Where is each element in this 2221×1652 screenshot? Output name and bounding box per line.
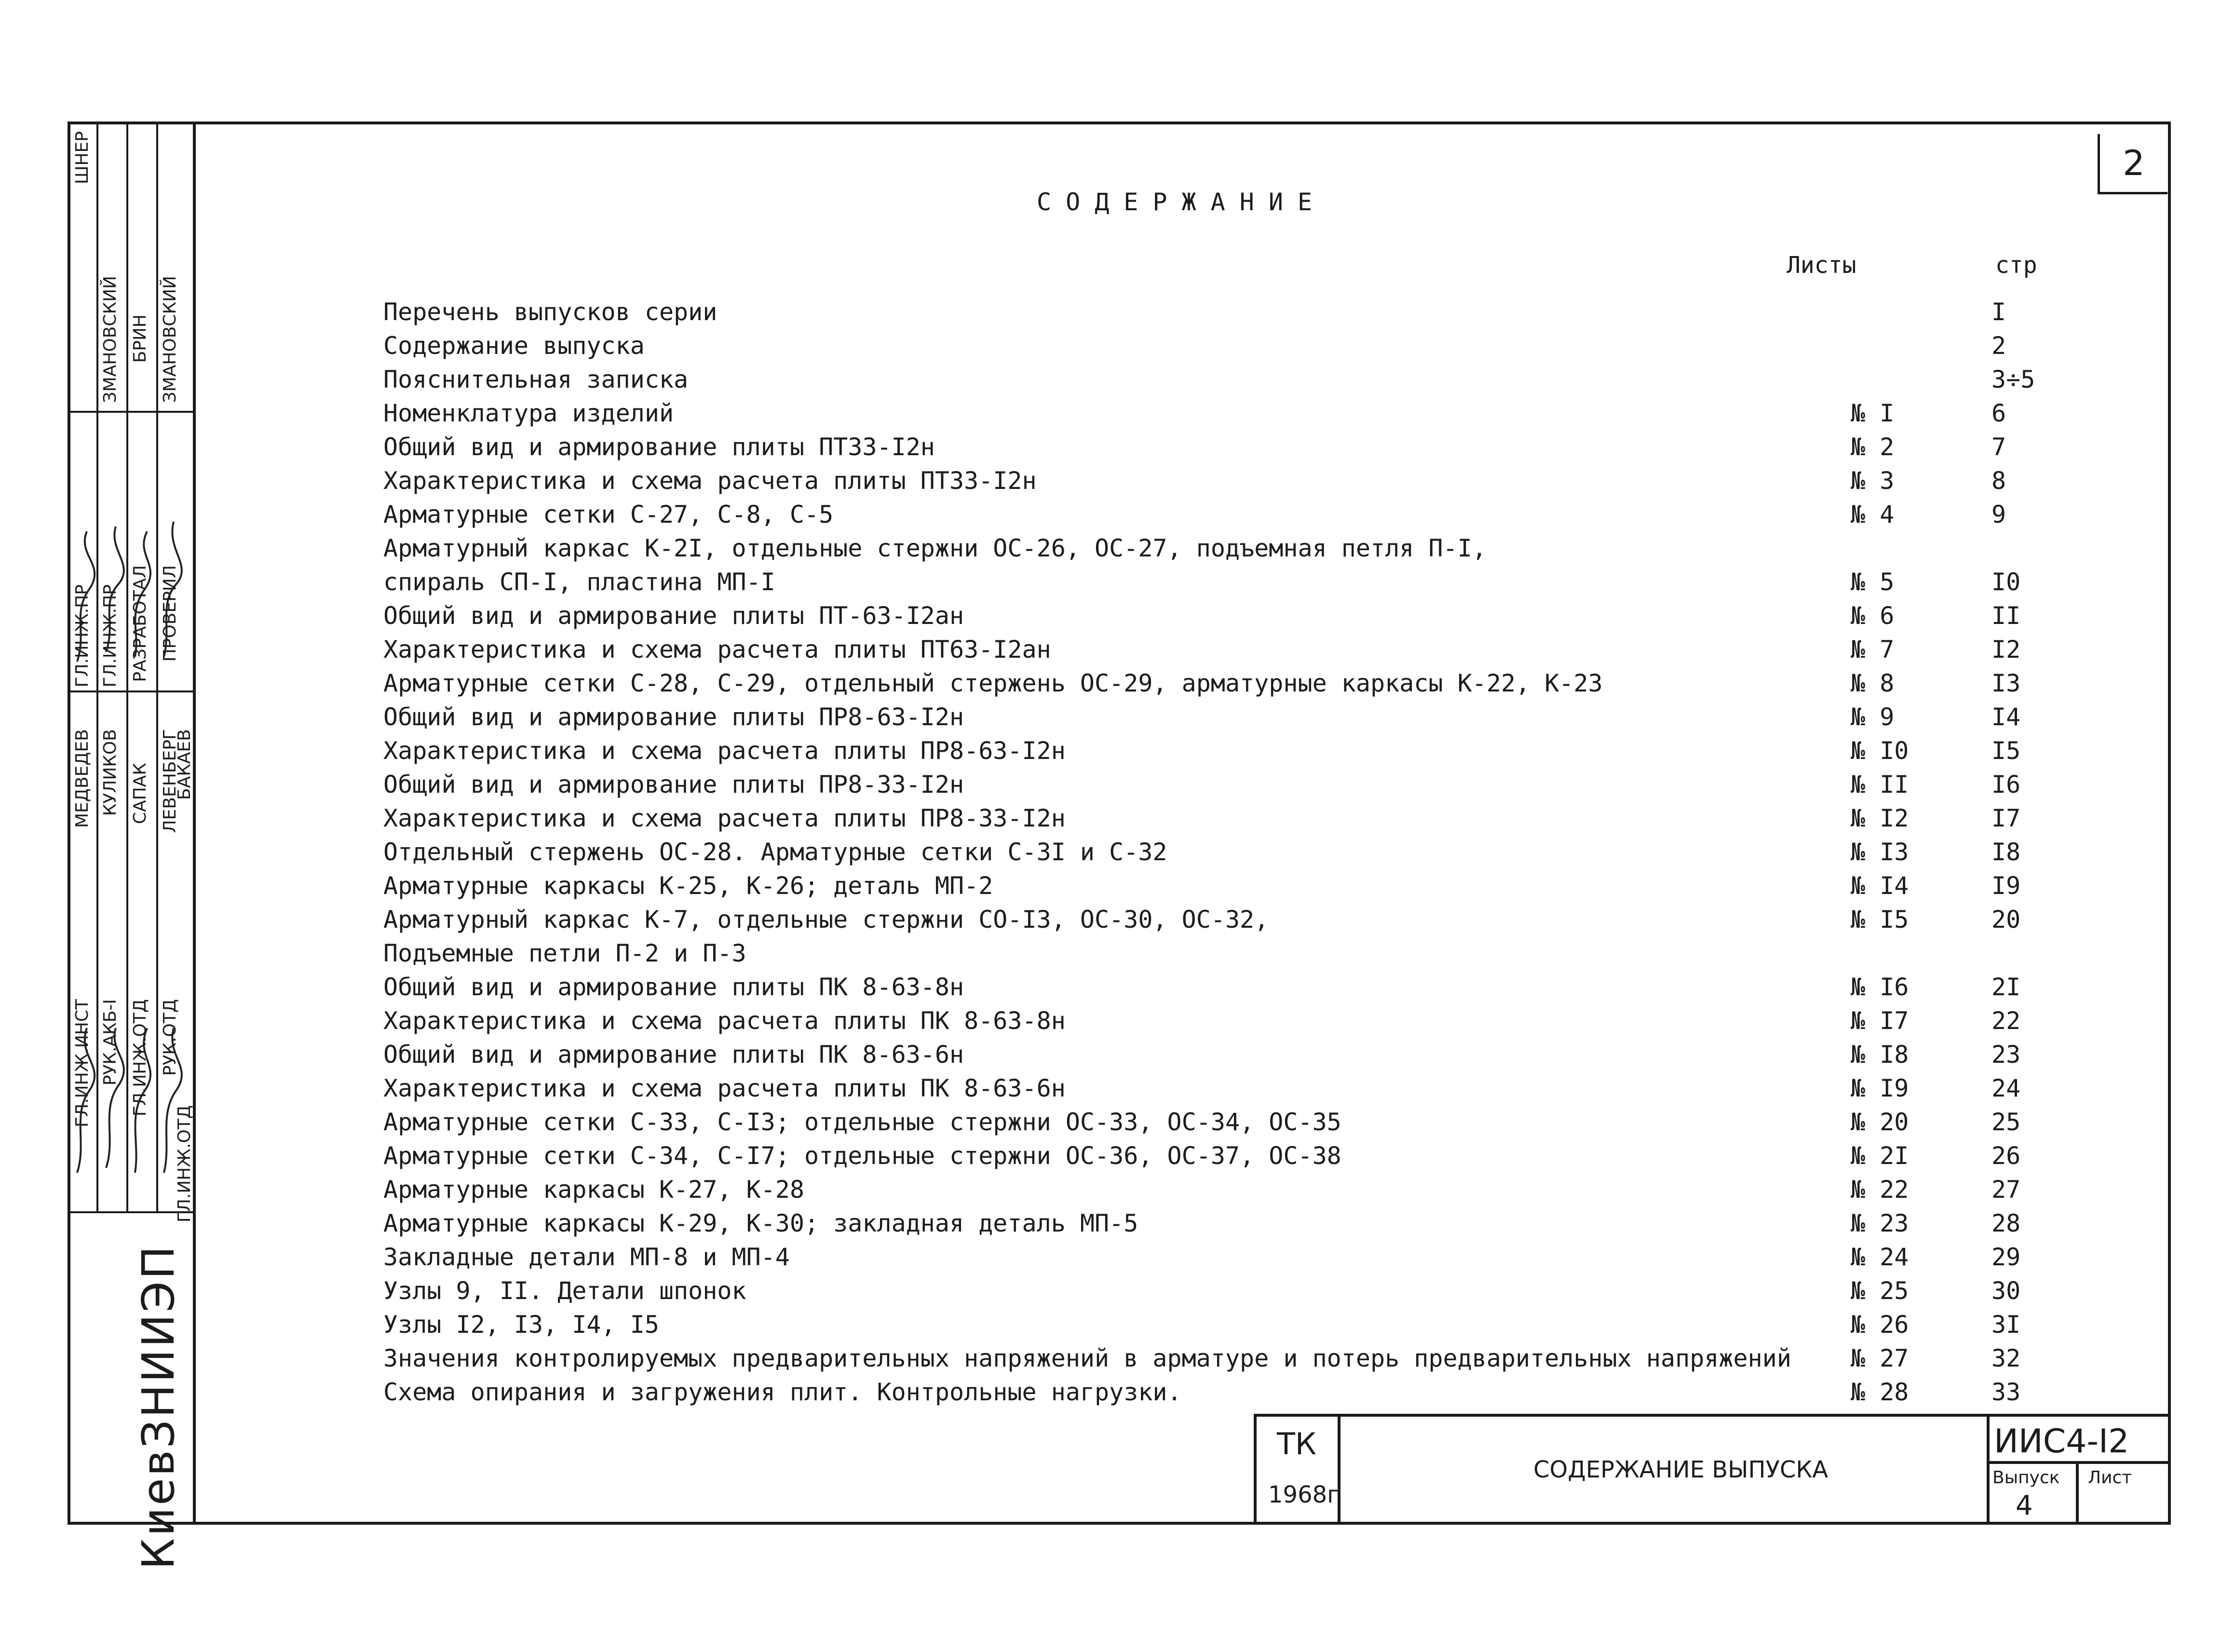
- entry-title: Характеристика и схема расчета плиты ПР8-33-I2н: [383, 804, 1066, 832]
- entry-page: I4: [1991, 703, 2021, 731]
- entry-sheet: № I8: [1851, 1041, 1909, 1069]
- list-item: [0, 1344, 2221, 1378]
- stamp-role: РУК.ОТД: [160, 999, 180, 1076]
- list-item: [0, 636, 2221, 669]
- entry-title: Содержание выпуска: [383, 332, 645, 360]
- stamp-name: ЛЕВЕНБЕРГ: [160, 729, 180, 833]
- stamp-role: ГЛ.ИНЖ.ОТД: [175, 1105, 194, 1223]
- list-item: [0, 669, 2221, 703]
- entry-title: Арматурные каркасы К-27, К-28: [383, 1176, 804, 1204]
- title-block-issue-value: 4: [2016, 1490, 2033, 1521]
- entry-page: 3÷5: [1991, 366, 2035, 393]
- entry-page: 28: [1991, 1209, 2021, 1237]
- list-item: [0, 1243, 2221, 1277]
- list-item: [0, 467, 2221, 501]
- entry-title: Арматурный каркас К-2I, отдельные стержни ОС-26, ОС-27, подъемная петля П-I,: [383, 534, 1487, 562]
- entry-sheet: № I9: [1851, 1074, 1909, 1102]
- list-item: [0, 1277, 2221, 1311]
- entry-sheet: № 2I: [1851, 1142, 1909, 1170]
- stamp-name: БАКАЕВ: [175, 729, 194, 800]
- entry-title: Арматурные каркасы К-25, К-26; деталь МП-2: [383, 872, 993, 900]
- title-block-year: 1968г: [1268, 1481, 1340, 1508]
- entry-page: I6: [1991, 771, 2021, 799]
- entry-title: Арматурный каркас К-7, отдельные стержни СО-I3, ОС-30, ОС-32,: [383, 906, 1269, 934]
- entry-page: 25: [1991, 1108, 2021, 1136]
- entry-page: 2: [1991, 332, 2006, 360]
- list-item: [0, 703, 2221, 737]
- entry-sheet: № 24: [1851, 1243, 1909, 1271]
- list-item: [0, 332, 2221, 366]
- list-item: [0, 534, 2221, 568]
- stamp-role: ПРОВЕРИЛ: [160, 565, 180, 662]
- entry-title: Арматурные сетки С-34, С-I7; отдельные стержни ОС-36, ОС-37, ОС-38: [383, 1142, 1341, 1170]
- list-item: [0, 433, 2221, 467]
- entry-title: Отдельный стержень ОС-28. Арматурные сетки С-3I и С-32: [383, 838, 1167, 866]
- entry-sheet: № 23: [1851, 1209, 1909, 1237]
- entry-title: Закладные детали МП-8 и МП-4: [383, 1243, 790, 1271]
- list-item: [0, 366, 2221, 399]
- entry-title: Характеристика и схема расчета плиты ПТЗЗ-I2н: [383, 467, 1037, 495]
- entry-title: Узлы I2, I3, I4, I5: [383, 1311, 659, 1339]
- entry-sheet: № I0: [1851, 737, 1909, 765]
- entry-title: Номенклатура изделий: [383, 399, 674, 427]
- entry-sheet: № 20: [1851, 1108, 1909, 1136]
- entry-title: Характеристика и схема расчета плиты ПК 8-63-6н: [383, 1074, 1066, 1102]
- entry-page: I2: [1991, 636, 2021, 664]
- entry-title: Общий вид и армирование плиты ПР8-63-I2н: [383, 703, 964, 731]
- title-block-sheet-label: Лист: [2088, 1468, 2132, 1488]
- entry-page: I5: [1991, 737, 2021, 765]
- entry-page: I3: [1991, 669, 2021, 697]
- list-item: [0, 838, 2221, 872]
- entry-page: 2I: [1991, 973, 2021, 1001]
- stamp-name: ШНЕР: [72, 131, 92, 185]
- entry-sheet: № 4: [1851, 501, 1895, 528]
- entry-title: Общий вид и армирование плиты ПК 8-63-6н: [383, 1041, 964, 1069]
- entry-title: Узлы 9, II. Детали шпонок: [383, 1277, 746, 1305]
- entry-sheet: № I3: [1851, 838, 1909, 866]
- list-item: [0, 1311, 2221, 1344]
- organization-name: КиевЗНИИЭП: [133, 1244, 184, 1570]
- entry-sheet: № 6: [1851, 602, 1895, 630]
- entry-sheet: № 5: [1851, 568, 1895, 596]
- entry-sheet: № 8: [1851, 669, 1895, 697]
- entry-page: 29: [1991, 1243, 2021, 1271]
- entry-sheet: № I: [1851, 399, 1895, 427]
- entry-sheet: № I6: [1851, 973, 1909, 1001]
- entry-page: I0: [1991, 568, 2021, 596]
- entry-title: Характеристика и схема расчета плиты ПР8-63-I2н: [383, 737, 1066, 765]
- entry-title: Схема опирания и загружения плит. Контрольные нагрузки.: [383, 1378, 1182, 1406]
- entry-page: 7: [1991, 433, 2006, 461]
- list-item: [0, 1142, 2221, 1176]
- entry-page: 6: [1991, 399, 2006, 427]
- entry-title: Арматурные сетки С-27, С-8, С-5: [383, 501, 834, 528]
- entry-page: I8: [1991, 838, 2021, 866]
- list-item: [0, 939, 2221, 973]
- entry-page: 23: [1991, 1041, 2021, 1069]
- stamp-name: ЗМАНОВСКИЙ: [160, 276, 180, 403]
- title-block-name: СОДЕРЖАНИЕ ВЫПУСКА: [1533, 1456, 1828, 1483]
- entry-page: 33: [1991, 1378, 2021, 1406]
- stamp-divider: [68, 691, 193, 692]
- stamp-name: БРИН: [130, 314, 150, 363]
- entry-page: I9: [1991, 872, 2021, 900]
- title-block-code: ТК: [1277, 1426, 1316, 1462]
- title-block-divider: [1987, 1461, 2171, 1464]
- entry-page: 20: [1991, 906, 2021, 934]
- entry-sheet: № II: [1851, 771, 1909, 799]
- entry-title: Значения контролируемых предварительных напряжений в арматуре и потерь предварительных напряжений: [383, 1344, 1791, 1372]
- list-item: [0, 1074, 2221, 1108]
- list-item: [0, 602, 2221, 636]
- stamp-divider: [68, 1211, 193, 1213]
- entry-title: спираль СП-I, пластина МП-I: [383, 568, 775, 596]
- list-item: [0, 1209, 2221, 1243]
- stamp-role: РУК.АКБ-I: [100, 999, 120, 1086]
- list-item: [0, 568, 2221, 602]
- entry-sheet: № I4: [1851, 872, 1909, 900]
- entry-title: Арматурные сетки С-28, С-29, отдельный стержень ОС-29, арматурные каркасы К-22, К-23: [383, 669, 1603, 697]
- stamp-role: ГЛ.ИНЖ.ПР: [100, 584, 120, 688]
- entry-title: Перечень выпусков серии: [383, 298, 718, 326]
- list-item: [0, 1007, 2221, 1041]
- entry-title: Общий вид и армирование плиты ПТЗЗ-I2н: [383, 433, 935, 461]
- entry-page: 26: [1991, 1142, 2021, 1170]
- entry-sheet: № 22: [1851, 1176, 1909, 1204]
- stamp-name: ЗМАНОВСКИЙ: [100, 276, 120, 403]
- stamp-divider: [68, 411, 193, 413]
- page-title: СОДЕРЖАНИЕ: [1037, 188, 1327, 216]
- list-item: [0, 1108, 2221, 1142]
- stamp-role: ГЛ.ИНЖ.ПР: [72, 584, 92, 688]
- list-item: [0, 399, 2221, 433]
- list-item: [0, 872, 2221, 906]
- list-item: [0, 804, 2221, 838]
- entry-sheet: № 9: [1851, 703, 1895, 731]
- entry-page: I: [1991, 298, 2006, 326]
- entry-sheet: № I5: [1851, 906, 1909, 934]
- entry-page: 3I: [1991, 1311, 2021, 1339]
- list-item: [0, 1176, 2221, 1209]
- column-header-pages: стр: [1995, 252, 2037, 279]
- entry-sheet: № 28: [1851, 1378, 1909, 1406]
- title-block-issue-label: Выпуск: [1992, 1468, 2060, 1488]
- list-item: [0, 1041, 2221, 1074]
- title-block-series: ИИС4-I2: [1994, 1422, 2129, 1461]
- entry-sheet: № I2: [1851, 804, 1909, 832]
- stamp-name: САПАК: [130, 763, 150, 825]
- entry-sheet: № I7: [1851, 1007, 1909, 1035]
- list-item: [0, 1378, 2221, 1412]
- entry-title: Арматурные сетки С-33, С-I3; отдельные стержни ОС-33, ОС-34, ОС-35: [383, 1108, 1341, 1136]
- signature-scribbles: [68, 430, 193, 681]
- entry-sheet: № 25: [1851, 1277, 1909, 1305]
- list-item: [0, 973, 2221, 1007]
- entry-title: Подъемные петли П-2 и П-3: [383, 939, 746, 967]
- entry-sheet: № 7: [1851, 636, 1895, 664]
- entry-page: 30: [1991, 1277, 2021, 1305]
- entry-page: II: [1991, 602, 2021, 630]
- list-item: [0, 906, 2221, 939]
- list-item: [0, 298, 2221, 332]
- entry-page: 22: [1991, 1007, 2021, 1035]
- entry-title: Общий вид и армирование плиты ПТ-63-I2ан: [383, 602, 964, 630]
- stamp-name: МЕДВЕДЕВ: [72, 729, 92, 828]
- entry-title: Общий вид и армирование плиты ПК 8-63-8н: [383, 973, 964, 1001]
- page-number: 2: [2098, 134, 2167, 194]
- entry-page: 32: [1991, 1344, 2021, 1372]
- entry-sheet: № 3: [1851, 467, 1895, 495]
- column-header-sheets: Листы: [1787, 252, 1856, 279]
- stamp-name: КУЛИКОВ: [100, 729, 120, 816]
- list-item: [0, 737, 2221, 771]
- stamp-role: ГЛ.ИНЖ.ИНСТ: [72, 999, 92, 1127]
- entry-title: Характеристика и схема расчета плиты ПК 8-63-8н: [383, 1007, 1066, 1035]
- entry-sheet: № 27: [1851, 1344, 1909, 1372]
- stamp-role: РАЗРАБОТАЛ: [130, 565, 150, 682]
- entry-page: 27: [1991, 1176, 2021, 1204]
- entry-title: Арматурные каркасы К-29, К-30; закладная деталь МП-5: [383, 1209, 1138, 1237]
- list-item: [0, 501, 2221, 534]
- entry-page: 9: [1991, 501, 2006, 528]
- signature-scribbles: [68, 883, 193, 1192]
- list-item: [0, 771, 2221, 804]
- entry-page: 8: [1991, 467, 2006, 495]
- title-block-divider: [2076, 1461, 2079, 1525]
- entry-page: 24: [1991, 1074, 2021, 1102]
- entry-title: Характеристика и схема расчета плиты ПТ63-I2ан: [383, 636, 1051, 664]
- entry-title: Пояснительная записка: [383, 366, 689, 393]
- entry-title: Общий вид и армирование плиты ПР8-33-I2н: [383, 771, 964, 799]
- entry-sheet: № 2: [1851, 433, 1895, 461]
- entry-page: I7: [1991, 804, 2021, 832]
- stamp-role: ГЛ.ИНЖ.ОТД: [130, 999, 150, 1117]
- entry-sheet: № 26: [1851, 1311, 1909, 1339]
